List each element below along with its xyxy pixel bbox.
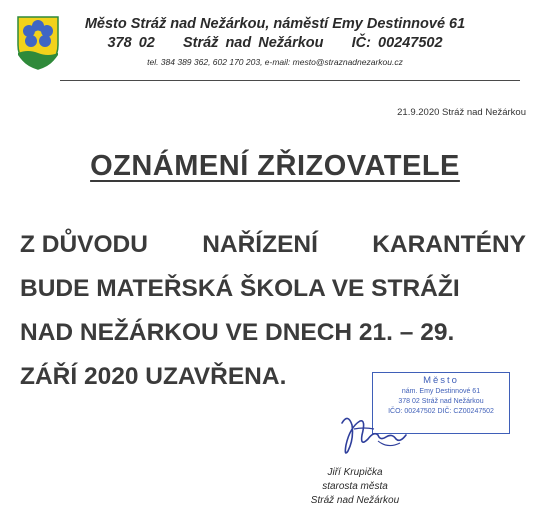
- body-line-1: [20, 223, 526, 267]
- letterhead-contact: tel. 384 389 362, 602 170 203, e-mail: mesto@straznadnezarkou.cz: [147, 57, 403, 67]
- stamp-line-4: IČO: 00247502 DIČ: CZ00247502: [388, 408, 494, 415]
- body-word: Z DŮVODU: [20, 231, 148, 258]
- signatory-place: Stráž nad Nežárkou: [310, 495, 400, 506]
- stamp-line-3: 378 02 Stráž nad Nežárkou: [398, 398, 484, 405]
- body-line-4: ZÁŘÍ 2020 UZAVŘENA.: [20, 363, 287, 390]
- body-word: KARANTÉNY: [372, 231, 526, 258]
- body-line-3: NAD NEŽÁRKOU VE DNECH 21. – 29.: [20, 319, 455, 346]
- letterhead-divider: [60, 80, 520, 81]
- notice-title: OZNÁMENÍ ZŘIZOVATELE: [90, 150, 460, 182]
- letterhead-address: Město Stráž nad Nežárkou, náměstí Emy Destinnové 61: [84, 16, 466, 32]
- letterhead-ico: IČ: 00247502: [351, 35, 443, 51]
- signatory-role: starosta města: [322, 481, 388, 492]
- body-line-2: BUDE MATEŘSKÁ ŠKOLA VE STRÁŽI: [20, 275, 460, 302]
- body-word: NAŘÍZENÍ: [202, 231, 318, 258]
- coat-of-arms-icon: [16, 15, 60, 71]
- letterhead: [60, 15, 490, 69]
- signatory-name: Jiří Krupička: [327, 467, 383, 478]
- date-place: 21.9.2020 Stráž nad Nežárkou: [397, 107, 526, 118]
- letterhead-postcode: 378 02: [107, 35, 155, 51]
- letterhead-town: Stráž nad Nežárkou: [182, 35, 324, 51]
- letterhead-ids: [60, 33, 490, 53]
- signatory-block: [280, 466, 430, 508]
- signature-scribble: [334, 405, 414, 465]
- stamp-line-2: nám. Emy Destinnové 61: [401, 388, 481, 395]
- stamp-line-1: Město: [423, 375, 459, 386]
